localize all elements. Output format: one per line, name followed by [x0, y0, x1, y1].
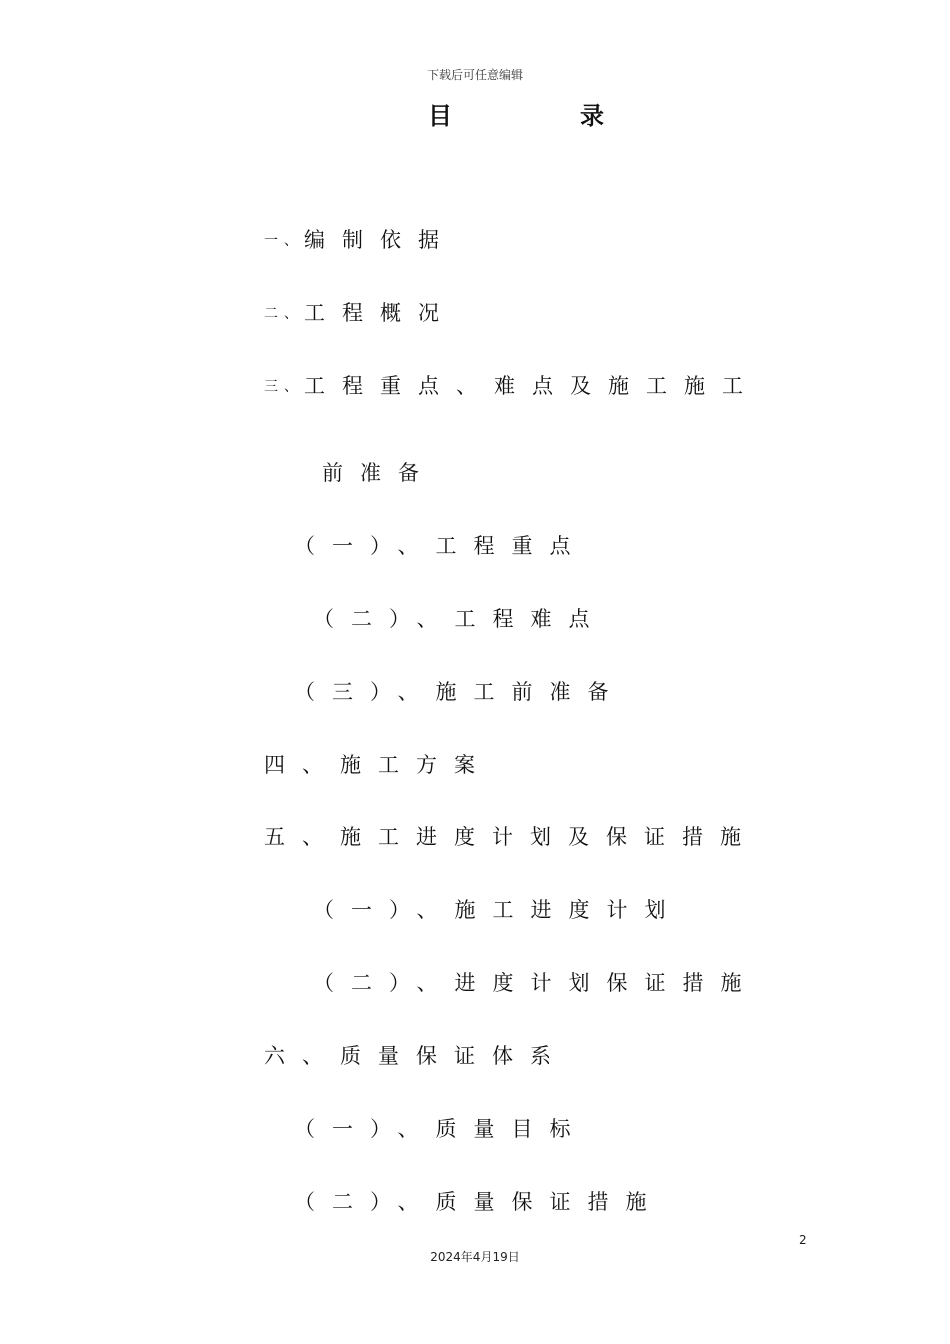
toc-entry-number: 一、 [264, 233, 304, 249]
toc-entry-text: 工程重点 [435, 534, 588, 558]
title-char-1: 目 [428, 102, 452, 130]
toc-entry-text: 工程概况 [304, 301, 456, 325]
header-note: 下载后可任意编辑 [426, 68, 523, 82]
toc-entry-6-2 [294, 1186, 664, 1216]
toc-entry-5-1 [313, 894, 683, 924]
toc-entry-text: 施工前准备 [435, 680, 626, 704]
toc-entry-number: 三、 [264, 379, 304, 395]
toc-entry-number: （二）、 [294, 1190, 436, 1214]
title-char-2: 录 [580, 102, 604, 130]
toc-entry-text: 施工进度计划 [454, 898, 683, 922]
toc-entry-number: 六、 [264, 1044, 340, 1068]
toc-entry-5-2 [313, 967, 759, 997]
toc-entry-number: 四、 [264, 753, 340, 777]
toc-entry-number: （一）、 [294, 534, 436, 558]
toc-entry-5 [264, 821, 758, 851]
toc-entry-text: 编制依据 [304, 228, 456, 252]
toc-entry-3-1 [294, 530, 588, 560]
toc-entry-3 [264, 370, 760, 400]
toc-entry-3-continued [322, 457, 436, 487]
toc-entry-text: 前准备 [322, 461, 436, 485]
toc-entry-number: （二）、 [313, 607, 455, 631]
toc-entry-text: 质量目标 [435, 1117, 588, 1141]
toc-entry-2 [264, 297, 456, 327]
toc-entry-3-3 [294, 676, 626, 706]
toc-entry-1 [264, 224, 456, 254]
toc-title [0, 96, 950, 130]
toc-entry-text: 质量保证体系 [340, 1044, 568, 1068]
toc-entry-number: 二、 [264, 306, 304, 322]
footer-date: 2024年4月19日 [430, 1250, 520, 1264]
toc-entry-text: 施工方案 [340, 753, 492, 777]
page-number: 2 [799, 1233, 807, 1247]
toc-entry-4 [264, 749, 492, 779]
toc-entry-text: 施工进度计划及保证措施 [340, 825, 758, 849]
toc-entry-text: 工程重点、难点及施工施工 [304, 374, 760, 398]
toc-entry-text: 进度计划保证措施 [454, 971, 759, 995]
toc-entry-number: （三）、 [294, 680, 436, 704]
toc-entry-number: （一）、 [294, 1117, 436, 1141]
toc-entry-number: 五、 [264, 825, 340, 849]
toc-entry-6 [264, 1040, 568, 1070]
toc-entry-text: 工程难点 [454, 607, 607, 631]
toc-entry-number: （二）、 [313, 971, 455, 995]
toc-entry-3-2 [313, 603, 607, 633]
toc-entry-text: 质量保证措施 [435, 1190, 664, 1214]
toc-entry-6-1 [294, 1113, 588, 1143]
toc-entry-number: （一）、 [313, 898, 455, 922]
